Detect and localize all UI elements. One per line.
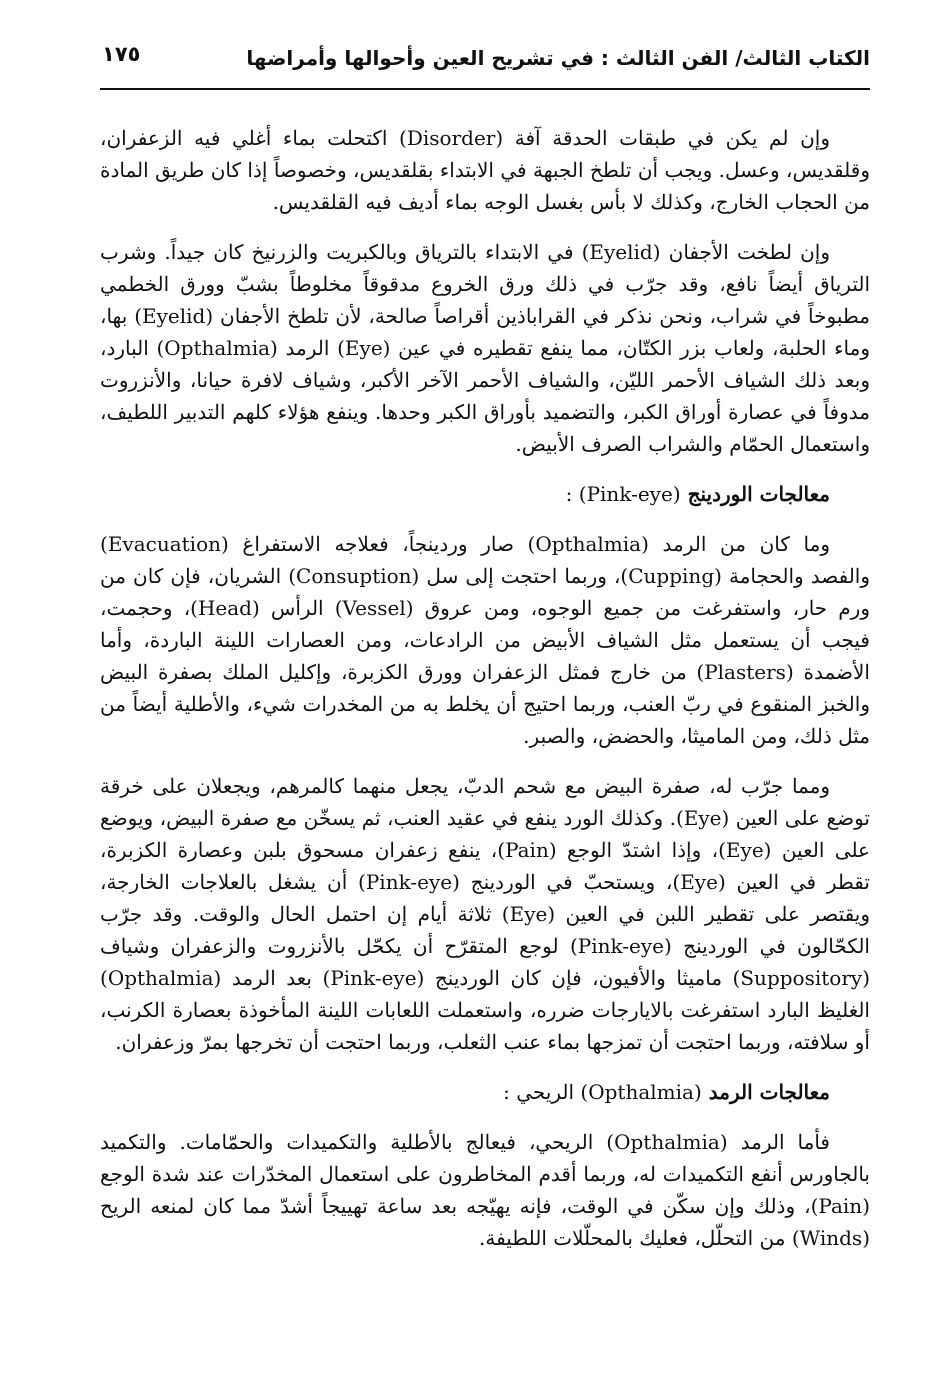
section-heading-title: معالجات الرمد bbox=[708, 1080, 830, 1104]
page-header bbox=[100, 28, 870, 90]
paragraph-4: ومما جرّب له، صفرة البيض مع شحم الدبّ، يجعل منهما كالمرهم، ويجعلان على خرقة توضع على العين (Eye). وكذلك الورد ينفع في عقيد العنب، ثم يسخّن مع صفرة البيض، ويوضع على العين (Eye)، وإذا اشتدّ الوجع (Pain)، ينفع زعفران مسحوق بلبن وعصارة الكزبرة، تقطر في العين (Eye)، ويستحبّ في الوردينج (Pink-eye) أن يشغل بالعلاجات الخارجة، ويقتصر على تقطير اللبن في العين (Eye) ثلاثة أيام إن احتمل الحال والوقت. وقد جرّب الكحّالون في الوردينج (Pink-eye) لوجع المتقرّح أن يكحّل بالأنزروت والزعفران وشياف (Suppository) ماميثا والأفيون، فإن كان الوردينج (Pink-eye) بعد الرمد (Opthalmia) الغليظ البارد استفرغت بالايارجات ضرره، واستعملت اللعابات اللينة المأخوذة بعصارة الكرنب، أو سلافته، وربما احتجت أن تمزجها بماء عنب الثعلب، وربما احتجت أن تخرجها بمرّ وزعفران. bbox=[100, 774, 871, 1054]
page-number: ١٧٥ bbox=[102, 42, 141, 66]
paragraph-3: وما كان من الرمد (Opthalmia) صار وردينجاً، فعلاجه الاستفراغ (Evacuation) والفصد والحجامة (Cupping)، وربما احتجت إلى سل (Consuption) الشريان، فإن كان من ورم حار، واستفرغت من جميع الوجوه، ومن عروق (Vessel) الرأس (Head)، وحجمت، فيجب أن يستعمل مثل الشياف الأبيض من الرادعات، ومن العصارات اللينة الباردة، وأما الأضمدة (Plasters) من خارج فمثل الزعفران وورق الكزبرة، وإكليل الملك بصفرة البيض والخبز المنقوع في ربّ العنب، وربما احتيج أن يخلط به من المخدرات شيء، والأطلية أيضاً من مثل ذلك، ومن الماميثا، والحضض، والصبر. bbox=[100, 532, 871, 748]
section-heading-pink-eye bbox=[100, 478, 870, 510]
paragraph-2: وإن لطخت الأجفان (Eyelid) في الابتداء بالترياق وبالكبريت والزرنيخ كان جيداً. وشرب الترياق أيضاً نافع، وقد جرّب في ذلك ورق الخروع مدقوقاً مخلوطاً بشبّ وورق الخطمي مطبوخاً في شراب، ونحن نذكر في القراباذين أقراصاً صالحة، لأن تلطخ الأجفان (Eyelid) بها، وماء الحلبة، ولعاب بزر الكتّان، مما ينفع تقطيره في عين (Eye) الرمد (Opthalmia) البارد، وبعد ذلك الشياف الأحمر الليّن، والشياف الأحمر الآخر الأكبر، وشياف لافرة حيانا، والأنزروت مدوفاً في عصارة أوراق الكبر، والتضميد بأوراق الكبر وحدها. وينفع هؤلاء كلهم التدبير اللطيف، واستعمال الحمّام والشراب الصرف الأبيض. bbox=[100, 240, 870, 456]
paragraph-1: وإن لم يكن في طبقات الحدقة آفة (Disorder) اكتحلت بماء أغلي فيه الزعفران، وقلقديس، وعسل. ويجب أن تلطخ الجبهة في الابتداء بقلقديس، وخصوصاً إذا كان طريق المادة من الحجاب الخارج، وكذلك لا بأس بغسل الوجه بماء أديف فيه القلقديس. bbox=[100, 126, 870, 214]
book-page bbox=[100, 28, 870, 1368]
section-heading-term: (Opthalmia) الريحي : bbox=[503, 1080, 702, 1104]
paragraph-5: فأما الرمد (Opthalmia) الريحي، فيعالج بالأطلية والتكميدات والحمّامات. والتكميد بالجاورس أنفع التكميدات له، وربما أقدم المخاطرون على استعمال المخدّرات عند شدة الوجع (Pain)، وذلك وإن سكّن في الوقت، فإنه يهيّجه بعد ساعة تهييجاً أشدّ مما كان لمنعه الريح (Winds) من التحلّل، فعليك بالمحلّلات اللطيفة. bbox=[100, 1130, 870, 1250]
section-heading-title: معالجات الوردينج bbox=[687, 482, 830, 506]
page-body bbox=[100, 122, 870, 1272]
section-heading-term: (Pink-eye) : bbox=[565, 482, 681, 506]
running-title: الكتاب الثالث/ الفن الثالث : في تشريح العين وأحوالها وأمراضها bbox=[246, 46, 870, 70]
section-heading-windy-ophthalmia bbox=[100, 1076, 870, 1108]
